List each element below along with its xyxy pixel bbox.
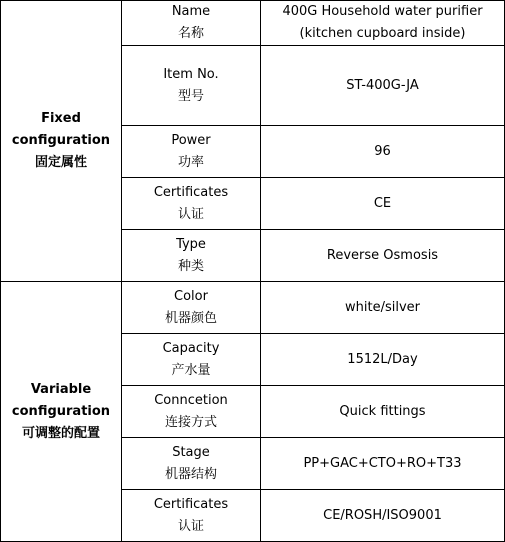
property-value: 96 (374, 143, 391, 159)
property-name-cell (122, 386, 261, 438)
property-name-cn: 型号 (177, 88, 204, 104)
property-name-cell (122, 282, 261, 334)
property-name-en: Name (171, 4, 211, 19)
property-name-en: Color (174, 288, 208, 304)
property-value: (kitchen cupboard inside) (299, 26, 466, 41)
property-name-cn: 种类 (177, 258, 204, 274)
property-name-cell (122, 438, 261, 490)
table-row (1, 1, 505, 46)
property-name-cell (122, 178, 261, 230)
property-name-cn: 机器结构 (164, 466, 217, 482)
property-value: ST-400G-JA (346, 77, 419, 93)
group-label-line: configuration (11, 133, 111, 148)
property-value: CE (373, 195, 392, 211)
property-name-en: Type (176, 236, 206, 252)
group-label-cn: 可调整的配置 (21, 425, 100, 441)
property-value: PP+GAC+CTO+RO+T33 (303, 455, 462, 471)
property-name-cn: 机器颜色 (164, 310, 217, 326)
property-name-cell (122, 1, 261, 46)
property-value: Reverse Osmosis (326, 247, 439, 263)
property-value: white/silver (345, 299, 420, 315)
property-value-cell (261, 282, 505, 334)
property-value-cell (261, 46, 505, 126)
group-label-cn: 固定属性 (34, 155, 87, 170)
property-name-cn: 连接方式 (164, 414, 217, 430)
group-variable-configuration (1, 282, 122, 542)
property-value: Quick fittings (339, 403, 426, 419)
property-name-cell (122, 334, 261, 386)
property-name-cell (122, 46, 261, 126)
property-name-cn: 认证 (177, 206, 204, 222)
group-fixed-configuration (1, 1, 122, 282)
property-value: CE/ROSH/ISO9001 (323, 507, 442, 523)
group-label-line: configuration (11, 403, 111, 419)
property-name-cn: 产水量 (171, 362, 211, 378)
property-name-cn: 名称 (177, 26, 204, 41)
property-name-en: Item No. (163, 66, 219, 82)
property-value: 1512L/Day (347, 351, 418, 367)
property-value-cell (261, 230, 505, 282)
property-name-en: Certificates (153, 496, 229, 512)
property-name-cell (122, 126, 261, 178)
property-value-cell (261, 490, 505, 542)
group-label-line: Variable (30, 381, 92, 397)
property-value-cell (261, 386, 505, 438)
property-value-cell (261, 334, 505, 386)
property-name-cn: 功率 (177, 154, 204, 170)
property-value-cell (261, 126, 505, 178)
table-row (1, 282, 505, 334)
property-value-cell (261, 178, 505, 230)
property-name-cn: 认证 (177, 518, 204, 534)
property-name-en: Capacity (162, 340, 220, 356)
property-name-en: Power (171, 132, 211, 148)
group-label-line: Fixed (41, 111, 81, 126)
property-name-cell (122, 490, 261, 542)
property-value: 400G Household water purifier (282, 4, 483, 19)
property-name-en: Stage (172, 444, 210, 460)
property-name-cell (122, 230, 261, 282)
property-name-en: Conncetion (154, 392, 228, 408)
property-value-cell (261, 438, 505, 490)
property-name-en: Certificates (153, 184, 229, 200)
property-value-cell (261, 1, 505, 46)
